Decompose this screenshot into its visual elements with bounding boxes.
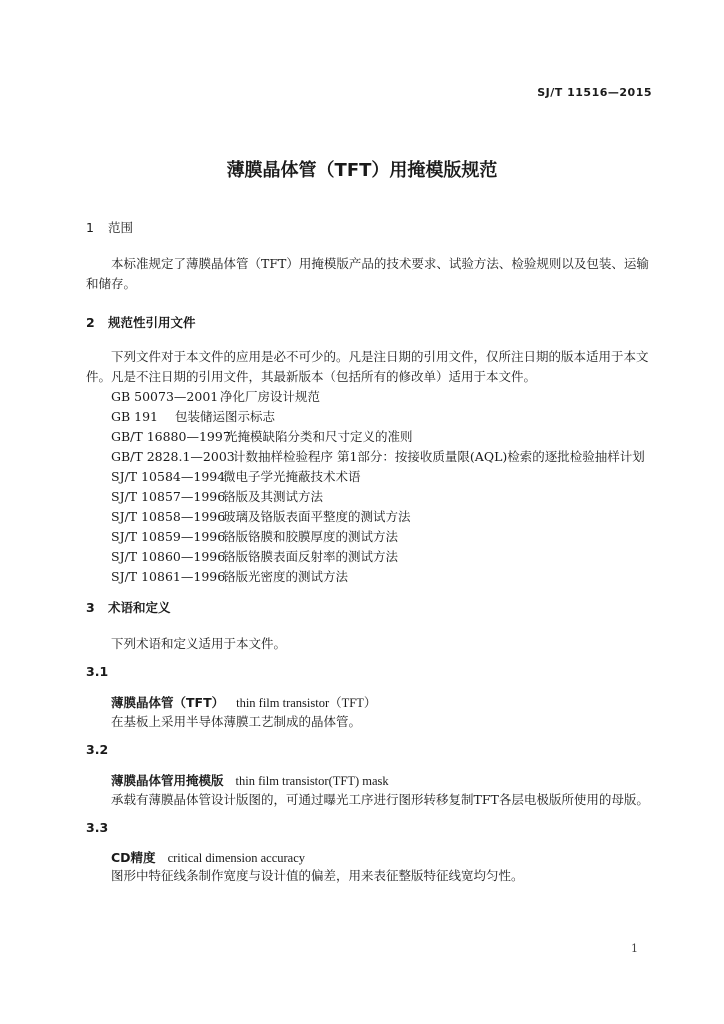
- reference-item: SJ/T 10857—1996铬版及其测试方法: [111, 489, 324, 504]
- reference-item: GB/T 2828.1—2003计数抽样检验程序 第1部分：按接收质量限(AQL)检索的逐批检验抽样计划: [111, 449, 645, 464]
- section-3-heading: [86, 598, 171, 616]
- term-definition: 图形中特征线条制作宽度与设计值的偏差，用来表征整版特征线宽均匀性。: [111, 868, 524, 883]
- section-title: 范围: [108, 220, 134, 235]
- document-title: 薄膜晶体管（TFT）用掩模版规范: [226, 160, 498, 181]
- reference-item: GB/T 16880—1997光掩模缺陷分类和尺寸定义的准则: [111, 429, 413, 444]
- reference-list: [111, 387, 645, 587]
- reference-item: GB 50073—2001 净化厂房设计规范: [111, 389, 321, 404]
- section-title: 规范性引用文件: [108, 315, 196, 330]
- reference-item: SJ/T 10584—1994微电子学光掩蔽技术术语: [111, 469, 361, 484]
- term-english: critical dimension accuracy: [167, 851, 305, 865]
- section-2-intro: 下列文件对于本文件的应用是必不可少的。凡是注日期的引用文件，仅所注日期的版本适用于本文件。凡是不注日期的引用文件，其最新版本（包括所有的修改单）适用于本文件。: [86, 349, 649, 384]
- section-2-heading: [86, 313, 196, 331]
- standard-code: SJ/T 11516—2015: [537, 86, 652, 99]
- term-chinese: 薄膜晶体管（TFT）: [111, 695, 225, 710]
- term-english: thin film transistor(TFT) mask: [235, 774, 389, 788]
- section-title: 术语和定义: [108, 600, 171, 615]
- reference-item: GB 191 包装储运图示标志: [111, 409, 276, 424]
- section-number: 3: [86, 600, 95, 615]
- term-definition: 在基板上采用半导体薄膜工艺制成的晶体管。: [111, 714, 362, 729]
- term-heading: [111, 848, 305, 866]
- term-number: 3.3: [86, 820, 109, 835]
- term-english: thin film transistor（TFT）: [236, 696, 377, 710]
- reference-item: SJ/T 10858—1996玻璃及铬版表面平整度的测试方法: [111, 509, 411, 524]
- term-definition: 承载有薄膜晶体管设计版图的，可通过曝光工序进行图形转移复制TFT各层电极版所使用的母版。: [111, 792, 649, 807]
- term-heading: [111, 693, 376, 711]
- section-1-heading: [86, 218, 133, 236]
- reference-item: SJ/T 10861—1996铬版光密度的测试方法: [111, 569, 349, 584]
- page-number: 1: [631, 942, 638, 955]
- term-chinese: CD精度: [111, 850, 156, 865]
- term-heading: [111, 771, 389, 789]
- term-number: 3.2: [86, 742, 109, 757]
- section-1-text: 本标准规定了薄膜晶体管（TFT）用掩模版产品的技术要求、试验方法、检验规则以及包装、运输和储存。: [86, 256, 649, 291]
- section-number: 2: [86, 315, 95, 330]
- term-chinese: 薄膜晶体管用掩模版: [111, 773, 224, 788]
- reference-item: SJ/T 10859—1996铬版铬膜和胶膜厚度的测试方法: [111, 529, 399, 544]
- section-3-intro: 下列术语和定义适用于本文件。: [111, 636, 287, 651]
- reference-item: SJ/T 10860—1996铬版铬膜表面反射率的测试方法: [111, 549, 399, 564]
- section-number: 1: [86, 220, 94, 235]
- term-number: 3.1: [86, 664, 109, 679]
